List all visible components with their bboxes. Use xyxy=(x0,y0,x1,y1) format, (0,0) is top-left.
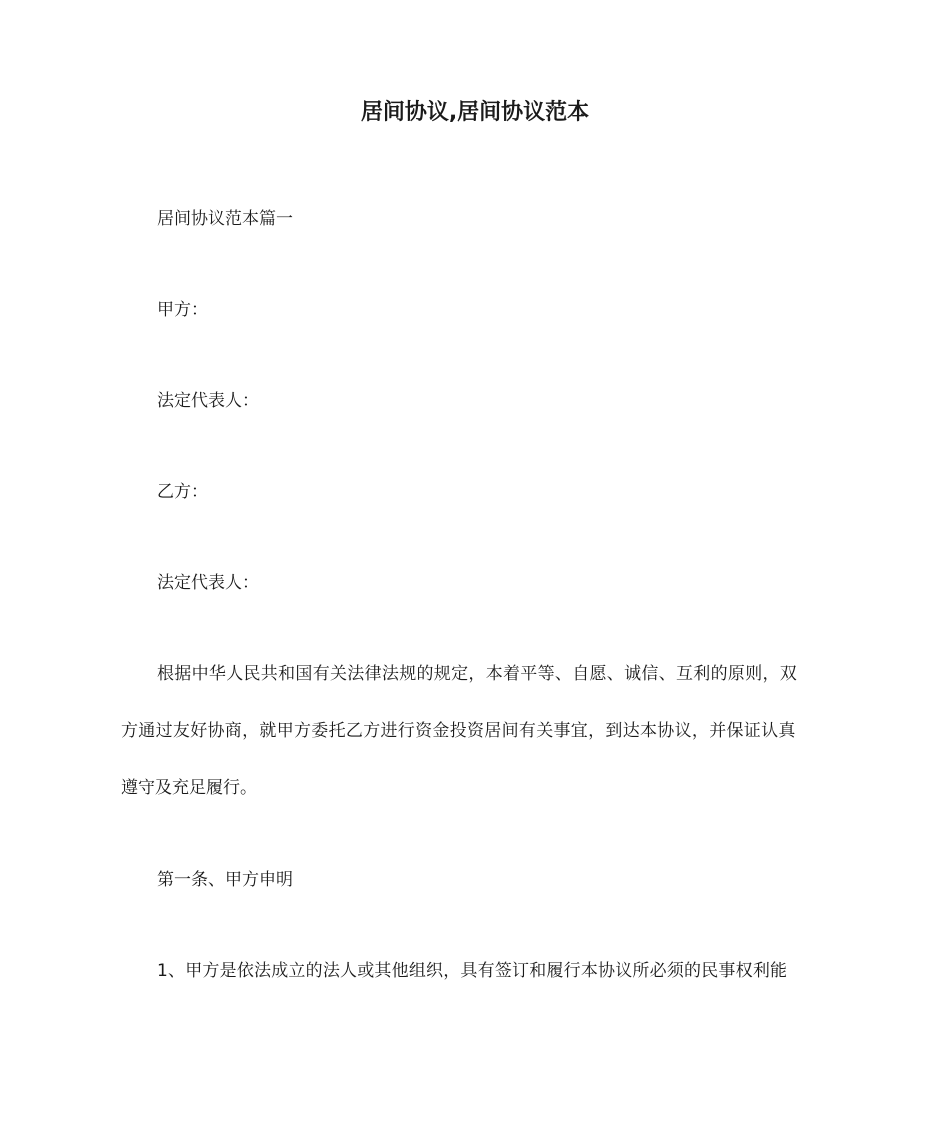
party-a-label: 甲方： xyxy=(157,300,208,320)
document-title: 居间协议,居间协议范本 xyxy=(360,100,590,125)
article-1-heading: 第一条、甲方申明 xyxy=(157,870,293,890)
party-b-label: 乙方： xyxy=(157,482,208,502)
preamble-line-3: 遵守及充足履行。 xyxy=(121,778,257,798)
party-a-representative-label: 法定代表人： xyxy=(157,391,259,411)
article-1-item-1: 1、甲方是依法成立的法人或其他组织，具有签订和履行本协议所必须的民事权利能 xyxy=(157,961,788,981)
preamble-line-1: 根据中华人民共和国有关法律法规的规定，本着平等、自愿、诚信、互利的原则，双 xyxy=(157,664,798,684)
party-b-representative-label: 法定代表人： xyxy=(157,573,259,593)
preamble-line-2: 方通过友好协商，就甲方委托乙方进行资金投资居间有关事宜，到达本协议，并保证认真 xyxy=(121,721,796,741)
section-heading: 居间协议范本篇一 xyxy=(157,209,293,229)
